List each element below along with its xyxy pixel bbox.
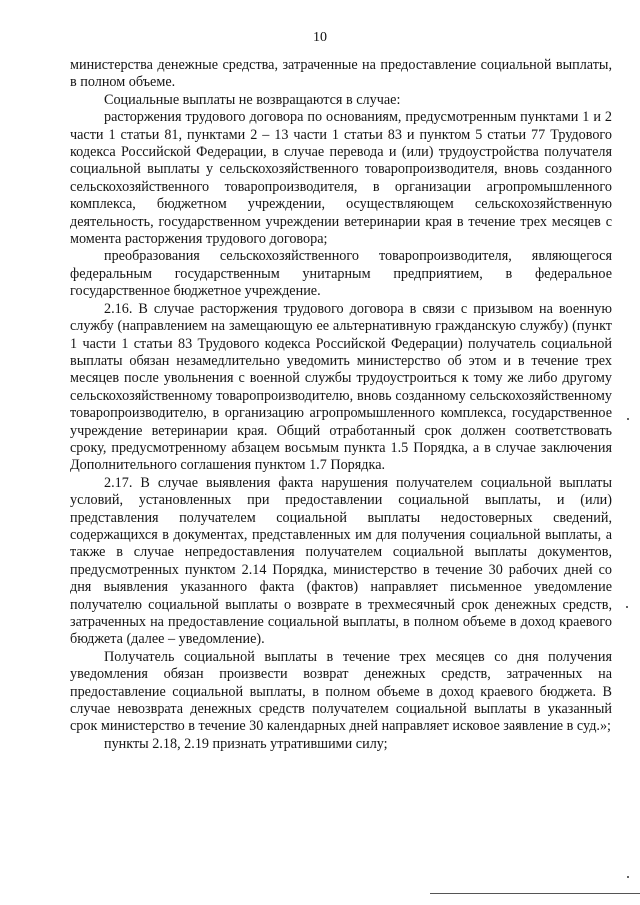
page-number: 10 — [313, 30, 327, 45]
paragraph: Получатель социальной выплаты в течение трех месяцев со дня получения уведомления обязан произвести возврат денежных средств, затраченных на предоставление социальной выплаты, в полном объеме в доход краевого бюджета. В случае невозврата денежных средств получателем социальной выплаты в указанный срок министерство в течение 30 календарных дней направляет исковое заявление в суд.»; — [70, 648, 612, 735]
scan-edge-line — [430, 893, 640, 894]
paragraph: министерства денежные средства, затраченные на предоставление социальной выплаты, в полном объеме. — [70, 57, 612, 91]
paragraph: расторжения трудового договора по основаниям, предусмотренным пунктами 1 и 2 части 1 статьи 81, пунктами 2 – 13 части 1 статьи 83 и пунктом 5 статьи 77 Трудового кодекса Российской Федерации, в случае перевода и (или) трудоустройства получателя социальной выплаты у сельскохозяйственного товаропроизводителя, вновь созданного сельскохозяйственного товаропроизводителя, в организации агропромышленного комплекса, бюджетном учреждении, осуществляющем сельскохозяйственную деятельность, государственном учреждении ветеринарии края в течение трех месяцев с момента расторжения трудового договора; — [70, 109, 612, 248]
scan-speck — [627, 418, 629, 420]
paragraph: пункты 2.18, 2.19 признать утратившими силу; — [104, 735, 388, 752]
paragraph: Социальные выплаты не возвращаются в случае: — [104, 91, 401, 108]
paragraph: преобразования сельскохозяйственного товаропроизводителя, являющегося федеральным государственным унитарным предприятием, в федеральное государственное бюджетное учреждение. — [70, 248, 612, 300]
paragraph: 2.17. В случае выявления факта нарушения получателем социальной выплаты условий, установленных при предоставлении социальной выплаты, и (или) представления получателем социальной выплаты недостоверных сведений, содержащихся в документах, представленных им для получения социальной выплаты, а также в случае непредоставления получателем социальной выплаты документов, предусмотренных пунктом 2.14 Порядка, министерство в течение 30 рабочих дней со дня выявления указанного факта (фактов) направляет письменное уведомление получателю социальной выплаты о возврате в трехмесячный срок денежных средств, затраченных на предоставление социальной выплаты, в полном объеме в доход краевого бюджета (далее – уведомление). — [70, 474, 612, 648]
paragraph: 2.16. В случае расторжения трудового договора в связи с призывом на военную службу (направлением на замещающую ее альтернативную гражданскую службу) (пункт 1 части 1 статьи 83 Трудового кодекса Российской Федерации) получатель социальной выплаты обязан незамедлительно уведомить министерство об этом и в течение трех месяцев после увольнения с военной службы трудоустроиться к тому же либо другому сельскохозяйственному товаропроизводителю, вновь созданному сельскохозяйственному товаропроизводителю, в организацию агропромышленного комплекса, государственное учреждение ветеринарии края. Общий отработанный срок должен соответствовать сроку, предусмотренному абзацем восьмым пункта 1.5 Порядка, а в случае заключения Дополнительного соглашения пунктом 1.7 Порядка. — [70, 300, 612, 474]
document-body — [70, 57, 612, 753]
scan-speck — [627, 876, 629, 878]
scan-speck — [626, 606, 628, 608]
